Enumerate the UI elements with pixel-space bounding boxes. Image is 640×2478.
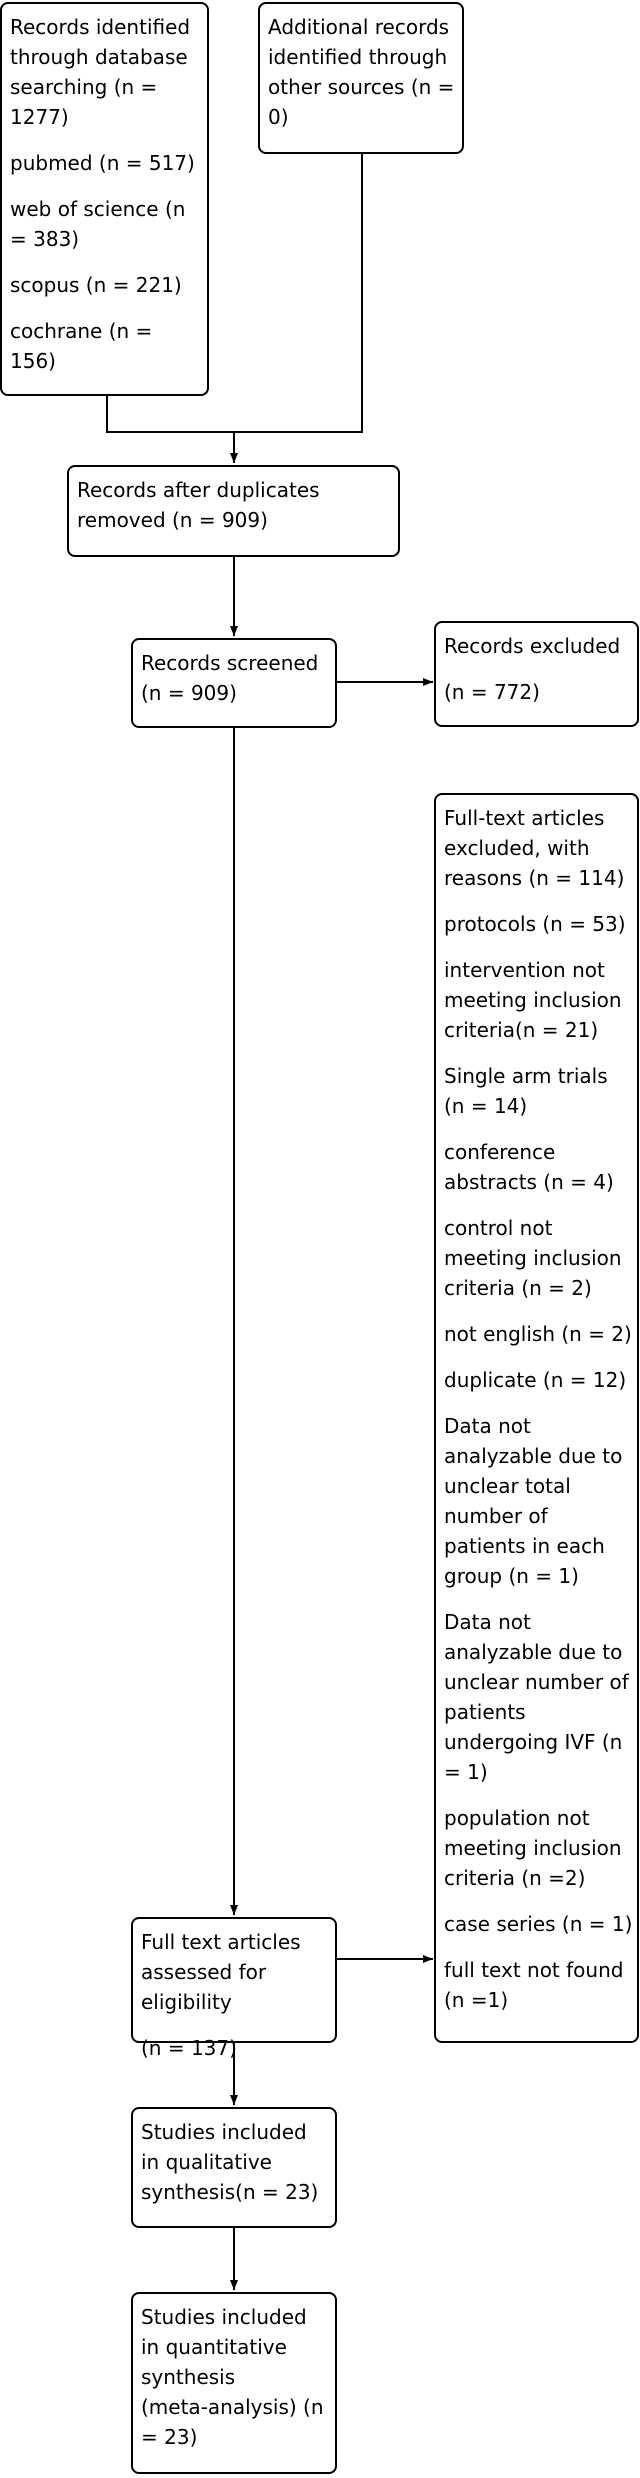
additional-line: identified through: [268, 45, 448, 69]
identification-line: 1277): [10, 105, 69, 129]
reason-unclear-total: Data not: [444, 1414, 531, 1438]
source-web-of-science: web of science (n: [10, 197, 186, 221]
connector-identification: [107, 394, 234, 432]
additional-line: Additional records: [268, 15, 450, 39]
reason-not-found: full text not found: [444, 1958, 624, 1982]
reason-intervention: meeting inclusion: [444, 988, 622, 1012]
eligibility-line: Full text articles: [141, 1930, 301, 1954]
qualitative-line: in qualitative: [141, 2150, 272, 2174]
reason-population: criteria (n =2): [444, 1866, 586, 1890]
fulltext-excluded-header: excluded, with: [444, 836, 590, 860]
excluded-count: (n = 772): [444, 680, 540, 704]
reason-unclear-total: patients in each: [444, 1534, 605, 1558]
reason-unclear-ivf: unclear number of: [444, 1670, 629, 1694]
identification-box: [0, 2, 209, 396]
quantitative-synthesis-box: [131, 2292, 337, 2474]
quantitative-line: in quantitative: [141, 2335, 287, 2359]
reason-conference: abstracts (n = 4): [444, 1170, 614, 1194]
reason-unclear-ivf: undergoing IVF (n: [444, 1730, 623, 1754]
additional-line: 0): [268, 105, 289, 129]
connector-additional: [234, 152, 362, 432]
excluded-title: Records excluded: [444, 634, 621, 658]
screened-line: Records screened: [141, 651, 319, 675]
reason-single-arm: Single arm trials: [444, 1064, 608, 1088]
reason-control: control not: [444, 1216, 553, 1240]
source-pubmed: pubmed (n = 517): [10, 151, 195, 175]
quantitative-line: = 23): [141, 2425, 198, 2449]
reason-case-series: case series (n = 1): [444, 1912, 633, 1936]
reason-single-arm: (n = 14): [444, 1094, 528, 1118]
reason-unclear-total: analyzable due to: [444, 1444, 623, 1468]
additional-records-box: [258, 2, 464, 154]
reason-population: population not: [444, 1806, 590, 1830]
duplicates-removed-box: [67, 465, 400, 557]
reason-control: criteria (n = 2): [444, 1276, 592, 1300]
reason-population: meeting inclusion: [444, 1836, 622, 1860]
qualitative-line: Studies included: [141, 2120, 307, 2144]
fulltext-excluded-box: [434, 793, 639, 2043]
identification-line: searching (n =: [10, 75, 158, 99]
identification-line: Records identified: [10, 15, 191, 39]
reason-unclear-ivf: analyzable due to: [444, 1640, 623, 1664]
additional-line: other sources (n =: [268, 75, 455, 99]
reason-not-english: not english (n = 2): [444, 1322, 632, 1346]
reason-unclear-ivf: = 1): [444, 1760, 488, 1784]
source-cochrane: 156): [10, 349, 56, 373]
records-screened-box: [131, 638, 337, 728]
duplicates-line: removed (n = 909): [77, 508, 268, 532]
source-scopus: scopus (n = 221): [10, 273, 182, 297]
source-web-of-science: = 383): [10, 227, 80, 251]
records-excluded-box: [434, 621, 639, 727]
reason-unclear-ivf: Data not: [444, 1610, 531, 1634]
reason-intervention: intervention not: [444, 958, 605, 982]
fulltext-excluded-header: reasons (n = 114): [444, 866, 625, 890]
reason-unclear-total: number of: [444, 1504, 548, 1528]
identification-line: through database: [10, 45, 188, 69]
reason-unclear-ivf: patients: [444, 1700, 526, 1724]
reason-control: meeting inclusion: [444, 1246, 622, 1270]
reason-protocols: protocols (n = 53): [444, 912, 626, 936]
reason-duplicate: duplicate (n = 12): [444, 1368, 627, 1392]
reason-intervention: criteria(n = 21): [444, 1018, 599, 1042]
quantitative-line: synthesis: [141, 2365, 236, 2389]
eligibility-count: (n = 137): [141, 2036, 237, 2060]
eligibility-line: assessed for: [141, 1960, 267, 1984]
reason-conference: conference: [444, 1140, 556, 1164]
qualitative-synthesis-box: [131, 2107, 337, 2228]
screened-line: (n = 909): [141, 681, 237, 705]
source-cochrane: cochrane (n =: [10, 319, 153, 343]
reason-unclear-total: group (n = 1): [444, 1564, 579, 1588]
duplicates-line: Records after duplicates: [77, 478, 320, 502]
reason-not-found: (n =1): [444, 1988, 509, 2012]
fulltext-excluded-header: Full-text articles: [444, 806, 605, 830]
eligibility-line: eligibility: [141, 1990, 232, 2014]
eligibility-box: [131, 1917, 337, 2060]
quantitative-line: Studies included: [141, 2305, 307, 2329]
reason-unclear-total: unclear total: [444, 1474, 571, 1498]
quantitative-line: (meta-analysis) (n: [141, 2395, 324, 2419]
qualitative-line: synthesis(n = 23): [141, 2180, 319, 2204]
